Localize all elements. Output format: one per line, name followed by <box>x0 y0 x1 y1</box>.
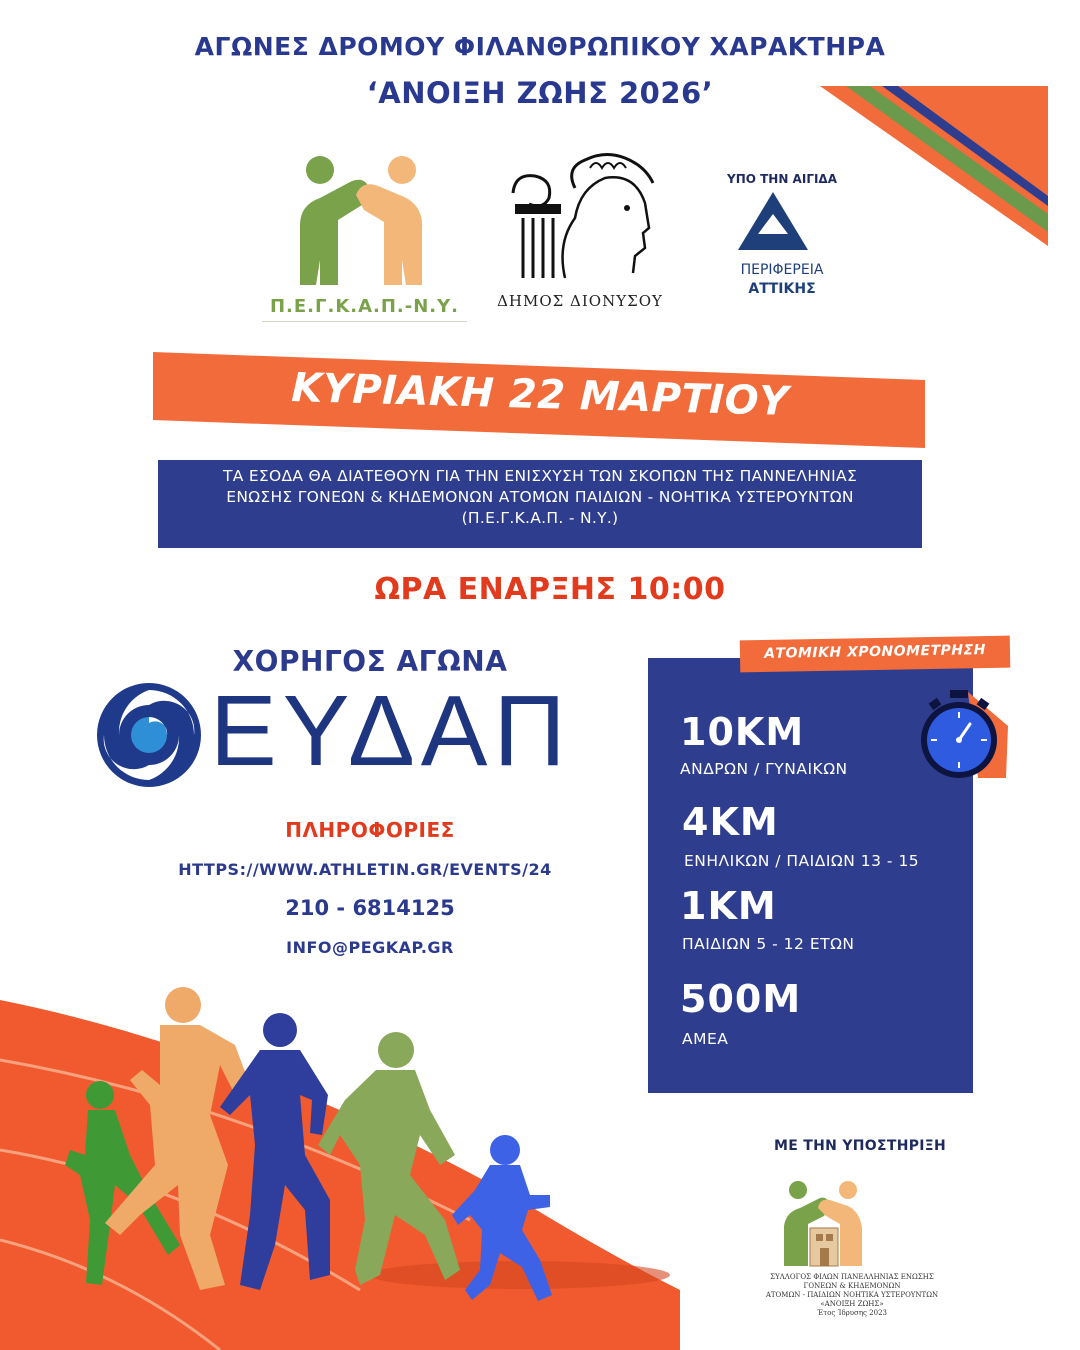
race-distance-4km: 4KM <box>682 800 779 844</box>
info-heading: ΠΛΗΡΟΦΟΡΙΕΣ <box>285 818 455 842</box>
association-caption <box>752 1273 952 1318</box>
proceeds-line2: ΕΝΩΣΗΣ ΓΟΝΕΩΝ & ΚΗΔΕΜΟΝΩΝ ΑΤΟΜΩΝ ΠΑΙΔΙΩΝ - ΝΟΗΤΙΚΑ ΥΣΤΕΡΟΥΝΤΩΝ <box>226 488 854 506</box>
runner-child-blue <box>452 1135 552 1301</box>
event-date: ΚΥΡΙΑΚΗ 22 ΜΑΡΤΙΟΥ <box>290 365 790 425</box>
sponsor-name: ΕΥΔΑΠ <box>210 675 572 787</box>
race-distance-500m: 500M <box>680 977 802 1021</box>
eydap-swirl-icon <box>94 680 204 790</box>
region-label-line1: ΠΕΡΙΦΕΡΕΙΑ <box>740 262 824 278</box>
race-distance-1km: 1KM <box>680 884 777 928</box>
support-label: ΜΕ ΤΗΝ ΥΠΟΣΤΗΡΙΞΗ <box>774 1138 946 1154</box>
pegkap-logo-label: Π.Ε.Γ.Κ.Α.Π.-Ν.Υ. <box>262 296 467 322</box>
region-label-line2: ΑΤΤΙΚΗΣ <box>748 281 816 297</box>
event-title-line1: ΑΓΩΝΕΣ ΔΡΟΜΟΥ ΦΙΛΑΝΘΡΩΠΙΚΟΥ ΧΑΡΑΚΤΗΡΑ <box>194 32 886 61</box>
info-phone[interactable]: 210 - 6814125 <box>285 896 455 920</box>
race-category-1km: ΠΑΙΔΙΩΝ 5 - 12 ΕΤΩΝ <box>682 935 855 953</box>
aigida-label: ΥΠΟ ΤΗΝ ΑΙΓΙΔΑ <box>727 172 837 186</box>
start-time: ΩΡΑ ΕΝΑΡΞΗΣ 10:00 <box>374 572 726 607</box>
association-caption-line5: Έτος Ίδρυσης 2023 <box>817 1309 887 1317</box>
proceeds-line1: ΤΑ ΕΣΟΔΑ ΘΑ ΔΙΑΤΕΘΟΥΝ ΓΙΑ ΤΗΝ ΕΝΙΣΧΥΣΗ ΤΩΝ ΣΚΟΠΩΝ ΤΗΣ ΠΑΝΝΕΛΗΝΙΑΣ <box>222 467 858 485</box>
info-email-link[interactable]: INFO@PEGKAP.GR <box>286 938 454 957</box>
timing-label: ΑΤΟΜΙΚΗ ΧΡΟΝΟΜΕΤΡΗΣΗ <box>764 642 986 662</box>
pegkap-logo <box>290 150 440 290</box>
race-category-4km: ΕΝΗΛΙΚΩΝ / ΠΑΙΔΙΩΝ 13 - 15 <box>684 852 920 870</box>
perifereia-attikis-logo <box>736 190 810 254</box>
event-title-line2: ‘ΑΝΟΙΞΗ ΖΩΗΣ 2026’ <box>366 76 714 110</box>
race-distance-10km: 10KM <box>680 710 805 754</box>
proceeds-line3: (Π.Ε.Γ.Κ.Α.Π. - Ν.Υ.) <box>461 509 619 527</box>
sponsor-label: ΧΟΡΗΓΟΣ ΑΓΩΝΑ <box>232 645 508 678</box>
dimos-dionysou-logo <box>505 148 665 288</box>
dimos-dionysou-label: ΔΗΜΟΣ ΔΙΟΝΥΣΟΥ <box>497 292 663 310</box>
association-caption-line1: ΣΥΛΛΟΓΟΣ ΦΙΛΩΝ ΠΑΝΕΛΛΗΝΙΑΣ ΕΝΩΣΗΣ <box>770 1273 934 1281</box>
race-category-500m: ΑΜΕΑ <box>682 1030 729 1048</box>
race-category-10km: ΑΝΔΡΩΝ / ΓΥΝΑΙΚΩΝ <box>680 760 848 778</box>
proceeds-text <box>158 466 922 529</box>
runner-adult-olive <box>318 1032 460 1285</box>
association-caption-line2: ΓΟΝΕΩΝ & ΚΗΔΕΜΟΝΩΝ <box>803 1282 901 1290</box>
info-url-link[interactable]: HTTPS://WWW.ATHLETIN.GR/EVENTS/24 <box>178 860 552 879</box>
association-caption-line4: «ΑΝΟΙΞΗ ΖΩΗΣ» <box>820 1300 884 1308</box>
stopwatch-icon <box>918 686 1010 782</box>
runners-illustration <box>60 985 580 1325</box>
association-logo <box>778 1176 868 1268</box>
association-caption-line3: ΑΤΟΜΩΝ - ΠΑΙΔΙΩΝ ΝΟΗΤΙΚΑ ΥΣΤΕΡΟΥΝΤΩΝ <box>765 1291 939 1299</box>
